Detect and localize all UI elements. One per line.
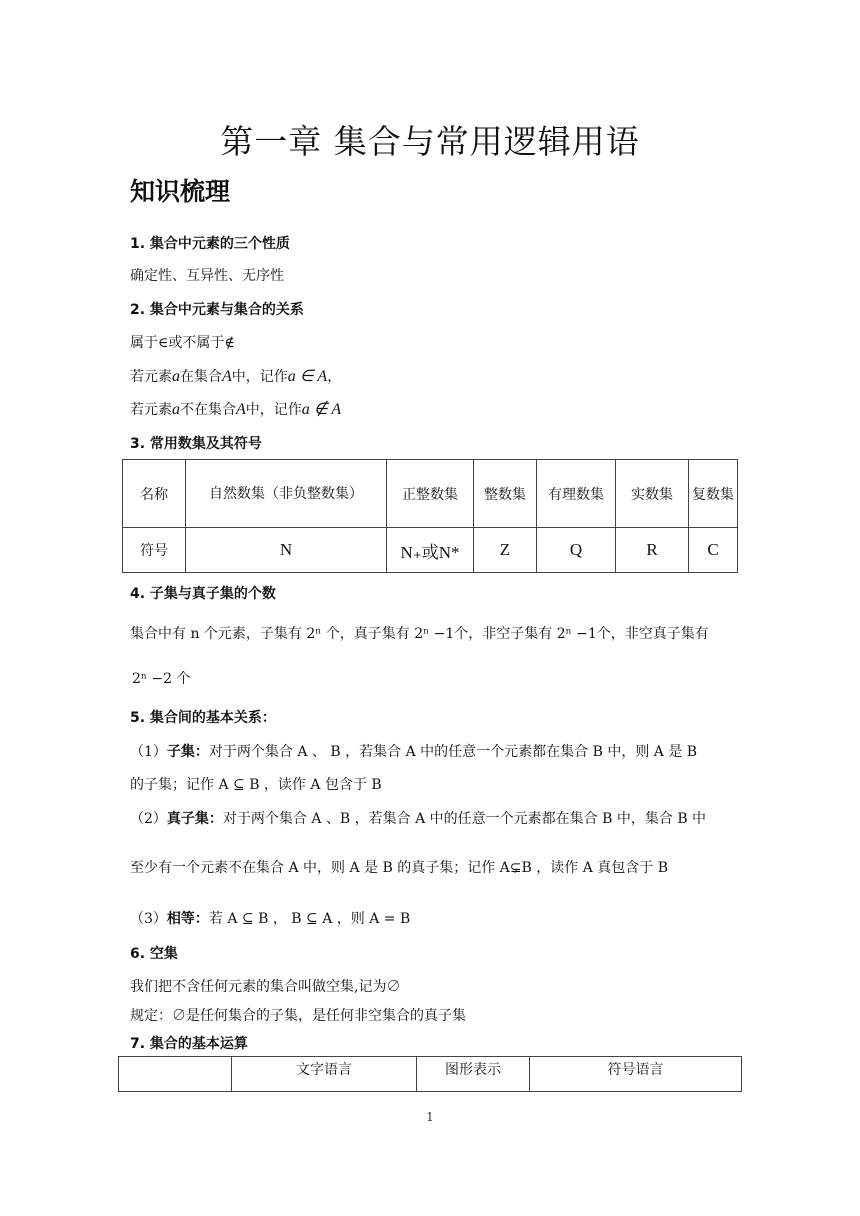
heading-5: 5. 集合间的基本关系：	[130, 710, 276, 726]
heading-7: 7. 集合的基本运算	[130, 1036, 248, 1052]
table-cell: 图形表示	[417, 1057, 530, 1092]
text-fragment: （2）	[130, 811, 167, 827]
text-4-line2: 2ⁿ −2 个	[132, 671, 191, 687]
text-1: 确定性、互异性、无序性	[130, 268, 284, 284]
var-A: A	[222, 368, 232, 385]
table-cell: N	[186, 528, 387, 573]
text-5-p1-line2: 的子集；记作 A ⊆ B ，读作 A 包含于 B	[130, 777, 382, 793]
text-fragment: 若 A ⊆ B ， B ⊆ A ，则 A = B	[208, 911, 411, 927]
operations-table	[118, 1056, 742, 1092]
text-5-p2-line2: 至少有一个元素不在集合 A 中，则 A 是 B 的真子集；记作 A⊊B ，读作 A 真包含于 B	[130, 860, 668, 876]
heading-6: 6. 空集	[130, 946, 178, 962]
text-fragment: 若元素	[130, 369, 172, 385]
text-fragment: 对于两个集合 A 、B ，若集合 A 中的任意一个元素都在集合 B 中，集合 B 中	[222, 811, 707, 827]
table-cell: 符号	[123, 528, 186, 573]
text-fragment: （3）	[130, 911, 167, 927]
text-fragment: 对于两个集合 A 、 B ，若集合 A 中的任意一个元素都在集合 B 中，则 A 是 B	[208, 744, 698, 760]
formula: a ∈ A	[287, 368, 328, 385]
term: 子集：	[166, 744, 209, 760]
table-cell: 有理数集	[537, 460, 616, 528]
number-sets-table	[122, 459, 738, 573]
heading-3: 3. 常用数集及其符号	[130, 436, 262, 452]
table-cell: 名称	[123, 460, 186, 528]
text-6-line1: 我们把不含任何元素的集合叫做空集,记为∅	[130, 979, 401, 995]
text-fragment: 中，记作	[231, 369, 288, 385]
table-cell: R	[616, 528, 689, 573]
table-cell: 复数集	[689, 460, 738, 528]
text-fragment: 不在集合	[180, 402, 236, 418]
table-cell: 自然数集（非负整数集）	[186, 460, 387, 528]
text-fragment: （1）	[130, 744, 167, 760]
table-cell: Q	[537, 528, 616, 573]
term: 相等：	[166, 911, 209, 927]
section-subtitle: 知识梳理	[130, 177, 231, 206]
table-cell: N₊或N*	[387, 528, 474, 573]
table-cell	[119, 1057, 232, 1092]
page-title: 第一章 集合与常用逻辑用语	[220, 122, 640, 161]
table-row	[119, 1057, 742, 1092]
text-6-line2: 规定：∅是任何集合的子集，是任何非空集合的真子集	[130, 1008, 466, 1024]
heading-2: 2. 集合中元素与集合的关系	[130, 302, 304, 318]
text-2-line3	[130, 399, 341, 419]
text-2-line2	[130, 366, 341, 386]
text-2-line1: 属于∈或不属于∉	[130, 335, 235, 351]
formula: a ∉ A	[301, 401, 342, 418]
table-row	[123, 528, 738, 573]
text-5-p2	[130, 808, 706, 828]
term: 真子集：	[166, 811, 223, 827]
table-cell: 实数集	[616, 460, 689, 528]
table-cell: 符号语言	[530, 1057, 742, 1092]
text-fragment: 若元素	[130, 402, 172, 418]
text-5-p3	[130, 908, 410, 928]
text-4-line1: 集合中有 n 个元素，子集有 2ⁿ 个，真子集有 2ⁿ −1个，非空子集有 2ⁿ −1个，非空真子集有	[130, 626, 709, 642]
table-cell: C	[689, 528, 738, 573]
table-cell: 正整数集	[387, 460, 474, 528]
var-a: a	[172, 368, 180, 385]
table-row	[123, 460, 738, 528]
text-fragment: 在集合	[180, 369, 222, 385]
text-5-p1	[130, 741, 697, 761]
table-cell: 文字语言	[232, 1057, 417, 1092]
heading-4: 4. 子集与真子集的个数	[130, 586, 276, 602]
var-a: a	[172, 401, 180, 418]
table-cell: 整数集	[474, 460, 537, 528]
page-number: 1	[426, 1110, 434, 1124]
text-fragment: ，	[327, 369, 342, 385]
text-fragment: 中，记作	[245, 402, 302, 418]
heading-1: 1. 集合中元素的三个性质	[130, 236, 290, 252]
var-A: A	[236, 401, 246, 418]
table-cell: Z	[474, 528, 537, 573]
